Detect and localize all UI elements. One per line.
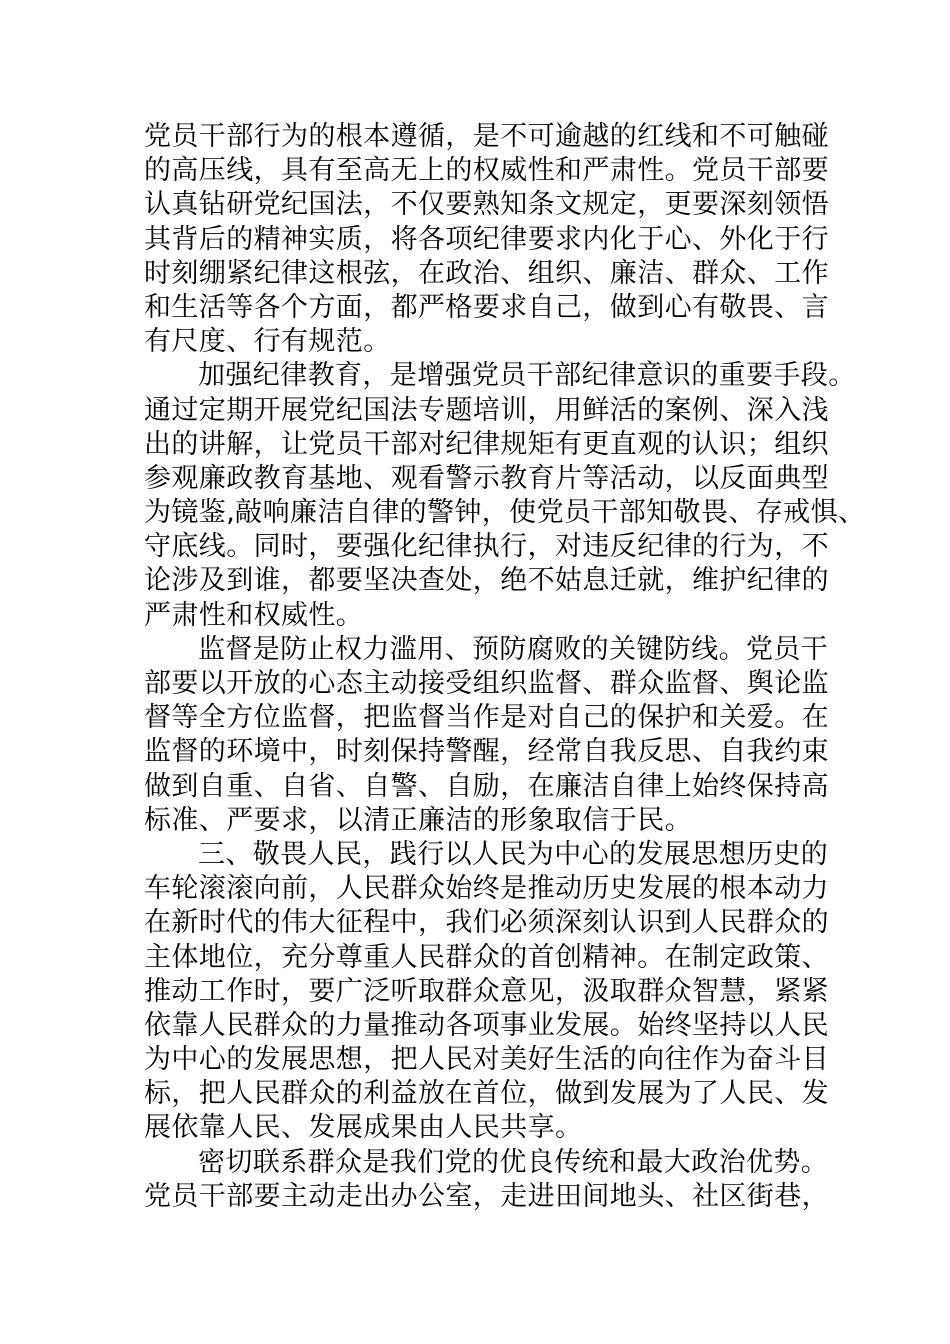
text-line: 督等全方位监督，把监督当作是对自己的保护和关爱。在 [144, 702, 829, 734]
text-line: 党员干部行为的根本遵循，是不可逾越的红线和不可触碰 [144, 121, 829, 152]
text-line: 在新时代的伟大征程中，我们必须深刻认识到人民群众的 [144, 907, 829, 939]
text-line: 展依靠人民、发展成果由人民共享。 [144, 1112, 583, 1144]
text-line: 的高压线，具有至高无上的权威性和严肃性。党员干部要 [144, 155, 829, 187]
text-line: 推动工作时，要广泛听取群众意见，汲取群众智慧，紧紧 [144, 975, 829, 1007]
text-line: 严肃性和权威性。 [144, 599, 364, 631]
text-line: 依靠人民群众的力量推动各项事业发展。始终坚持以人民 [144, 1009, 829, 1041]
text-line: 部要以开放的心态主动接受组织监督、群众监督、舆论监 [144, 668, 829, 699]
paragraph-start-line: 监督是防止权力滥用、预防腐败的关键防线。党员干 [198, 633, 829, 665]
text-line: 标，把人民群众的利益放在首位，做到发展为了人民、发 [144, 1078, 829, 1110]
section-heading-line: 三、敬畏人民，践行以人民为中心的发展思想历史的 [198, 838, 829, 870]
text-line: 有尺度、行有规范。 [144, 326, 391, 358]
text-line: 论涉及到谁，都要坚决查处，绝不姑息迁就，维护纪律的 [144, 565, 829, 597]
text-line: 认真钻研党纪国法，不仅要熟知条文规定，更要深刻领悟 [144, 189, 829, 221]
text-line: 和生活等各个方面，都严格要求自己，做到心有敬畏、言 [144, 291, 829, 323]
text-line: 车轮滚滚向前，人民群众始终是推动历史发展的根本动力 [144, 873, 829, 905]
text-line: 时刻绷紧纪律这根弦，在政治、组织、廉洁、群众、工作 [144, 257, 829, 289]
paragraph-start-line: 密切联系群众是我们党的优良传统和最大政治优势。 [198, 1146, 829, 1178]
text-line: 为中心的发展思想，把人民对美好生活的向往作为奋斗目 [144, 1044, 829, 1076]
paragraph-start-line: 加强纪律教育，是增强党员干部纪律意识的重要手段。 [198, 360, 856, 392]
text-line: 守底线。同时，要强化纪律执行，对违反纪律的行为，不 [144, 531, 829, 563]
text-line: 为镜鉴,敲响廉洁自律的警钟，使党员干部知敬畏、存戒惧、 [144, 497, 866, 529]
text-line: 通过定期开展党纪国法专题培训，用鲜活的案例、深入浅 [144, 394, 829, 426]
text-line: 参观廉政教育基地、观看警示教育片等活动，以反面典型 [144, 462, 829, 494]
text-line: 做到自重、自省、自警、自励，在廉洁自律上始终保持高 [144, 770, 829, 802]
text-line: 监督的环境中，时刻保持警醒，经常自我反思、自我约束 [144, 736, 829, 768]
document-body [144, 120, 866, 1214]
text-line: 党员干部要主动走出办公室，走进田间地头、社区街巷， [144, 1180, 829, 1212]
text-line: 出的讲解，让党员干部对纪律规矩有更直观的认识；组织 [144, 428, 829, 460]
text-line: 标准、严要求，以清正廉洁的形象取信于民。 [144, 804, 692, 836]
text-line: 主体地位，充分尊重人民群众的首创精神。在制定政策、 [144, 941, 829, 973]
text-line: 其背后的精神实质，将各项纪律要求内化于心、外化于行 [144, 223, 829, 255]
